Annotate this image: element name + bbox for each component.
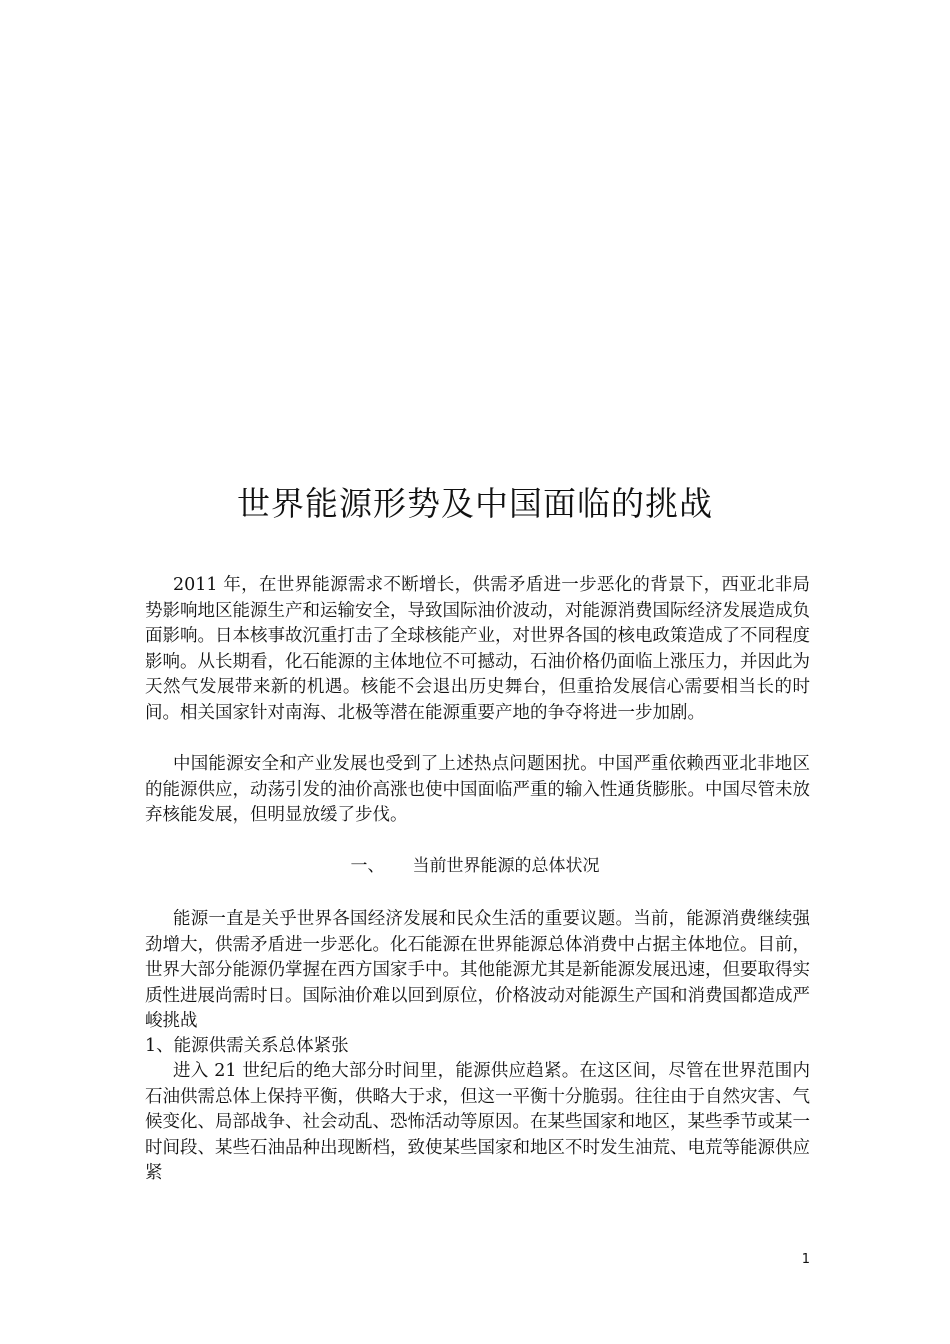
subsection-heading: 1、能源供需关系总体紧张	[145, 1036, 349, 1056]
section-number: 一、	[350, 856, 385, 876]
document-title: 世界能源形势及中国面临的挑战	[237, 484, 713, 523]
page-number: 1	[801, 1252, 810, 1267]
intro-paragraph-1: 2011 年，在世界能源需求不断增长，供需矛盾进一步恶化的背景下，西亚北非局势影响地区能源生产和运输安全，导致国际油价波动，对能源消费国际经济发展造成负面影响。日本核事故沉重打击了全球核能产业，对世界各国的核电政策造成了不同程度影响。从长期看，化石能源的主体地位不可撼动，石油价格仍面临上涨压力，并因此为天然气发展带来新的机遇。核能不会退出历史舞台，但重拾发展信心需要相当长的时间。相关国家针对南海、北极等潜在能源重要产地的争夺将进一步加剧。	[145, 575, 810, 723]
intro-paragraph-2: 中国能源安全和产业发展也受到了上述热点问题困扰。中国严重依赖西亚北非地区的能源供应，动荡引发的油价高涨也使中国面临严重的输入性通货膨胀。中国尽管未放弃核能发展，但明显放缓了步伐。	[145, 754, 810, 826]
section-heading	[0, 854, 950, 878]
subsection-paragraph: 进入 21 世纪后的绝大部分时间里，能源供应趋紧。在这区间，尽管在世界范围内石油供需总体上保持平衡，供略大于求，但这一平衡十分脆弱。往往由于自然灾害、气候变化、局部战争、社会动乱、恐怖活动等原因。在某些国家和地区，某些季节或某一时间段、某些石油品种出现断档，致使某些国家和地区不时发生油荒、电荒等能源供应紧	[145, 1061, 810, 1184]
section-title: 当前世界能源的总体状况	[412, 856, 600, 876]
section-paragraph: 能源一直是关乎世界各国经济发展和民众生活的重要议题。当前，能源消费继续强劲增大，供需矛盾进一步恶化。化石能源在世界能源总体消费中占据主体地位。目前，世界大部分能源仍掌握在西方国家手中。其他能源尤其是新能源发展迅速，但要取得实质性进展尚需时日。国际油价难以回到原位，价格波动对能源生产国和消费国都造成严峻挑战	[145, 909, 810, 1032]
